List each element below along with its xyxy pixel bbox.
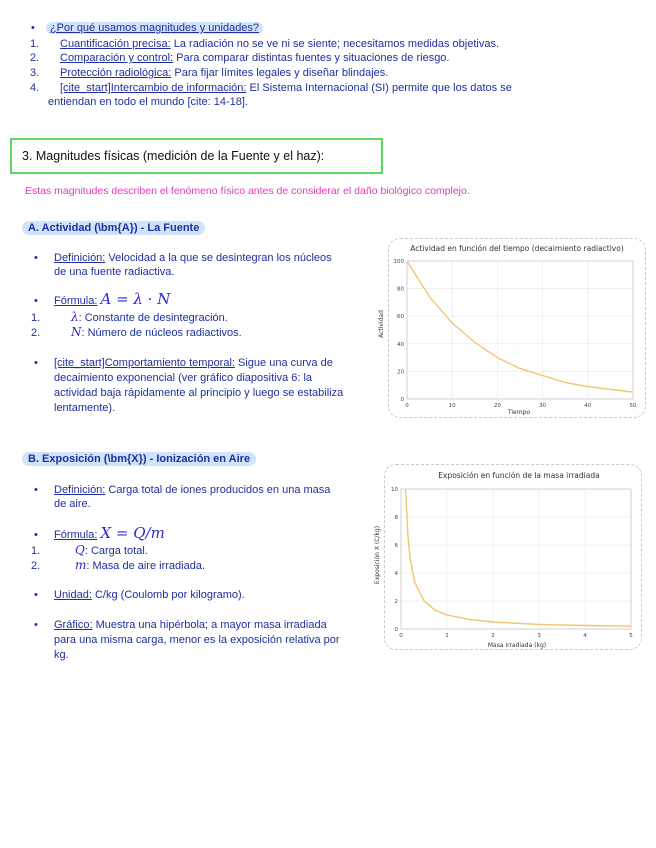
unit-text: C/kg (Coulomb por kilogramo). bbox=[94, 589, 245, 601]
y-tick-label: 0 bbox=[394, 627, 398, 633]
var-number: 1. bbox=[31, 545, 41, 557]
y-tick-label: 4 bbox=[394, 571, 398, 577]
x-tick-label: 40 bbox=[584, 403, 592, 409]
section-a-behaviour-cont-2: actividad baja rápidamente al principio y luego se estabiliza bbox=[54, 387, 344, 399]
var-text: : Número de núcleos radiactivos. bbox=[81, 327, 242, 339]
section-3-note: Estas magnitudes describen el fenómeno físico antes de considerar el daño biológico complejo. bbox=[25, 185, 470, 197]
graph-term: Gráfico: bbox=[54, 619, 93, 631]
y-tick-label: 8 bbox=[394, 515, 398, 521]
intro-title: ¿Por qué usamos magnitudes y unidades? bbox=[46, 22, 263, 34]
formula-handwritten: A = λ · N bbox=[100, 290, 171, 308]
section-a-definition bbox=[34, 251, 332, 265]
x-tick-label: 10 bbox=[448, 403, 456, 409]
bullet: • bbox=[34, 619, 38, 631]
x-tick-label: 4 bbox=[583, 633, 587, 639]
var-symbol: λ bbox=[71, 310, 79, 324]
item-number: 2. bbox=[30, 52, 40, 64]
x-tick-label: 0 bbox=[399, 633, 403, 639]
bullet: • bbox=[34, 589, 38, 601]
def-text: Velocidad a la que se desintegran los núcleos bbox=[108, 252, 332, 264]
y-tick-label: 80 bbox=[397, 286, 404, 293]
item-term: [cite_start]Intercambio de información: bbox=[60, 82, 247, 94]
y-tick-label: 0 bbox=[400, 397, 404, 403]
y-tick-label: 10 bbox=[391, 487, 398, 493]
item-text: Para fijar límites legales y diseñar blindajes. bbox=[174, 67, 389, 79]
def-text: Carga total de iones producidos en una masa bbox=[108, 484, 331, 496]
activity-chart-svg bbox=[378, 239, 645, 417]
item-text: La radiación no se ve ni se siente; necesitamos medidas objetivas. bbox=[173, 38, 500, 50]
chart-title: Exposición en función de la masa irradiada bbox=[438, 471, 600, 480]
item-term: Comparación y control: bbox=[60, 52, 174, 64]
section-a-formula bbox=[34, 292, 170, 308]
x-tick-label: 20 bbox=[493, 403, 501, 409]
x-tick-label: 1 bbox=[445, 633, 449, 639]
y-tick-label: 20 bbox=[397, 369, 404, 376]
bullet: • bbox=[31, 22, 35, 34]
series-line bbox=[407, 261, 633, 392]
bullet: • bbox=[34, 529, 38, 541]
item-number: 3. bbox=[30, 67, 40, 79]
activity-chart bbox=[378, 238, 646, 418]
section-a-var-1 bbox=[31, 310, 228, 325]
x-tick-label: 3 bbox=[537, 633, 541, 639]
y-tick-label: 40 bbox=[397, 341, 404, 348]
var-symbol: m bbox=[75, 558, 87, 572]
x-tick-label: 5 bbox=[629, 633, 633, 639]
y-tick-label: 2 bbox=[394, 599, 398, 605]
section-a-heading bbox=[22, 221, 205, 235]
intro-title-line bbox=[31, 21, 263, 35]
unit-term: Unidad: bbox=[54, 589, 92, 601]
bullet: • bbox=[34, 295, 38, 307]
def-term: Definición: bbox=[54, 252, 106, 264]
intro-item-3 bbox=[30, 66, 388, 80]
item-term: Protección radiológica: bbox=[60, 67, 172, 79]
var-text: : Masa de aire irradiada. bbox=[86, 560, 206, 572]
section-a-title: A. Actividad (\bm{A}) - La Fuente bbox=[22, 221, 205, 235]
section-3-heading-box bbox=[10, 138, 383, 174]
item-number: 1. bbox=[30, 38, 40, 50]
x-tick-label: 2 bbox=[491, 633, 495, 639]
plot-frame bbox=[401, 489, 631, 629]
bullet: • bbox=[34, 357, 38, 369]
intro-item-4 bbox=[30, 81, 512, 95]
section-b-title: B. Exposición (\bm{X}) - Ionización en Aire bbox=[22, 452, 256, 466]
formula-term: Fórmula: bbox=[54, 295, 98, 307]
chart-x-label: Tiempo bbox=[507, 409, 531, 416]
chart-title: Actividad en función del tiempo (decaimiento radiactivo) bbox=[410, 244, 624, 253]
y-tick-label: 60 bbox=[397, 314, 404, 321]
var-symbol: Q bbox=[75, 543, 85, 557]
x-tick-label: 50 bbox=[629, 403, 637, 409]
exposure-chart-svg bbox=[374, 465, 641, 649]
bullet: • bbox=[34, 484, 38, 496]
section-a-behaviour bbox=[34, 356, 333, 370]
graph-text: Muestra una hipérbola; a mayor masa irradiada bbox=[95, 619, 327, 631]
section-b-var-2 bbox=[31, 558, 205, 573]
item-text: Para comparar distintas fuentes y situaciones de riesgo. bbox=[176, 52, 450, 64]
var-symbol: N bbox=[71, 325, 82, 339]
section-a-behaviour-cont-3: lentamente). bbox=[54, 402, 116, 414]
behav-term: [cite_start]Comportamiento temporal: bbox=[54, 357, 235, 369]
section-b-var-1 bbox=[31, 543, 148, 558]
section-3-title: 3. Magnitudes físicas (medición de la Fuente y el haz): bbox=[22, 149, 325, 163]
intro-item-2 bbox=[30, 51, 449, 65]
intro-item-4-continued: entiendan en todo el mundo [cite: 14-18]. bbox=[48, 96, 248, 108]
section-b-definition-cont: de aire. bbox=[54, 498, 91, 510]
var-number: 2. bbox=[31, 327, 41, 339]
formula-handwritten: X = Q/m bbox=[100, 524, 165, 542]
section-b-unit bbox=[34, 588, 245, 602]
series-line bbox=[406, 489, 631, 626]
chart-x-label: Masa irradiada (kg) bbox=[487, 642, 547, 649]
exposure-chart bbox=[374, 464, 642, 650]
behav-text: Sigue una curva de bbox=[238, 357, 333, 369]
x-tick-label: 0 bbox=[405, 403, 409, 409]
var-number: 1. bbox=[31, 312, 41, 324]
section-b-graph-cont-2: kg. bbox=[54, 649, 69, 661]
plot-frame bbox=[407, 261, 633, 399]
chart-y-label: Actividad bbox=[378, 310, 385, 338]
section-b-definition bbox=[34, 483, 330, 497]
section-a-var-2 bbox=[31, 325, 242, 340]
y-tick-label: 100 bbox=[393, 259, 404, 265]
section-b-formula bbox=[34, 526, 165, 542]
section-a-behaviour-cont-1: decaimiento exponencial (ver gráfico diapositiva 6: la bbox=[54, 372, 313, 384]
section-b-graph bbox=[34, 618, 327, 632]
section-b-heading bbox=[22, 452, 256, 466]
item-term: Cuantificación precisa: bbox=[60, 38, 171, 50]
x-tick-label: 30 bbox=[539, 403, 547, 409]
def-term: Definición: bbox=[54, 484, 106, 496]
y-tick-label: 6 bbox=[394, 543, 398, 549]
formula-term: Fórmula: bbox=[54, 529, 98, 541]
item-number: 4. bbox=[30, 82, 40, 94]
intro-item-1 bbox=[30, 37, 499, 51]
var-text: : Constante de desintegración. bbox=[78, 312, 228, 324]
var-text: : Carga total. bbox=[84, 545, 148, 557]
item-text: El Sistema Internacional (SI) permite que los datos se bbox=[249, 82, 512, 94]
var-number: 2. bbox=[31, 560, 41, 572]
chart-y-label: Exposición X (C/kg) bbox=[374, 525, 381, 585]
section-a-definition-cont: de una fuente radiactiva. bbox=[54, 266, 175, 278]
section-b-graph-cont-1: para una misma carga, menor es la exposición relativa por bbox=[54, 634, 340, 646]
bullet: • bbox=[34, 252, 38, 264]
